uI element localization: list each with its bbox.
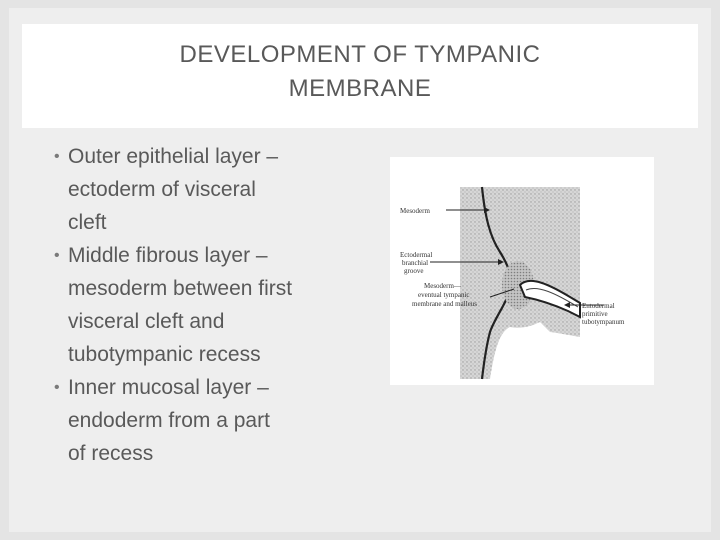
embryology-diagram <box>390 157 654 385</box>
bullet-text: mesoderm between first <box>68 277 293 300</box>
diagram-svg <box>390 157 654 385</box>
slide-title <box>22 38 698 106</box>
bullet-dot: • <box>54 379 60 396</box>
bullet-dot: • <box>54 148 60 165</box>
label-entodermal-3: tubotympanum <box>582 318 625 326</box>
bullet-text: Middle fibrous layer – <box>68 244 268 267</box>
label-mesoderm-eventual-3: membrane and malleus <box>412 300 477 308</box>
bullet-text: tubotympanic recess <box>68 343 261 366</box>
bullet-item-middle <box>52 239 362 371</box>
bullet-item-outer <box>52 140 362 239</box>
bullet-text: visceral cleft and <box>68 310 225 333</box>
title-line-1: DEVELOPMENT OF TYMPANIC <box>179 41 541 68</box>
title-line-2: MEMBRANE <box>288 75 432 102</box>
label-entodermal-1: Entodermal <box>582 302 615 310</box>
bullet-dot: • <box>54 247 60 264</box>
bullet-text: cleft <box>68 211 107 234</box>
label-ectodermal-1: Ectodermal <box>400 251 433 259</box>
label-entodermal-2: primitive <box>582 310 608 318</box>
label-ectodermal-2: branchial <box>402 259 429 267</box>
label-mesoderm-eventual-2: eventual tympanic <box>418 291 470 299</box>
bullet-item-inner <box>52 371 362 470</box>
bullet-text: Outer epithelial layer – <box>68 145 279 168</box>
bullet-list <box>52 140 362 470</box>
label-ectodermal-3: groove <box>404 267 424 275</box>
bullet-text: Inner mucosal layer – <box>68 376 269 399</box>
label-mesoderm-eventual-1: Mesoderm— <box>424 282 461 290</box>
bullet-text: ectoderm of visceral <box>68 178 256 201</box>
bullet-text: of recess <box>68 442 154 465</box>
label-mesoderm: Mesoderm <box>400 207 430 215</box>
bullet-text: endoderm from a part <box>68 409 270 432</box>
